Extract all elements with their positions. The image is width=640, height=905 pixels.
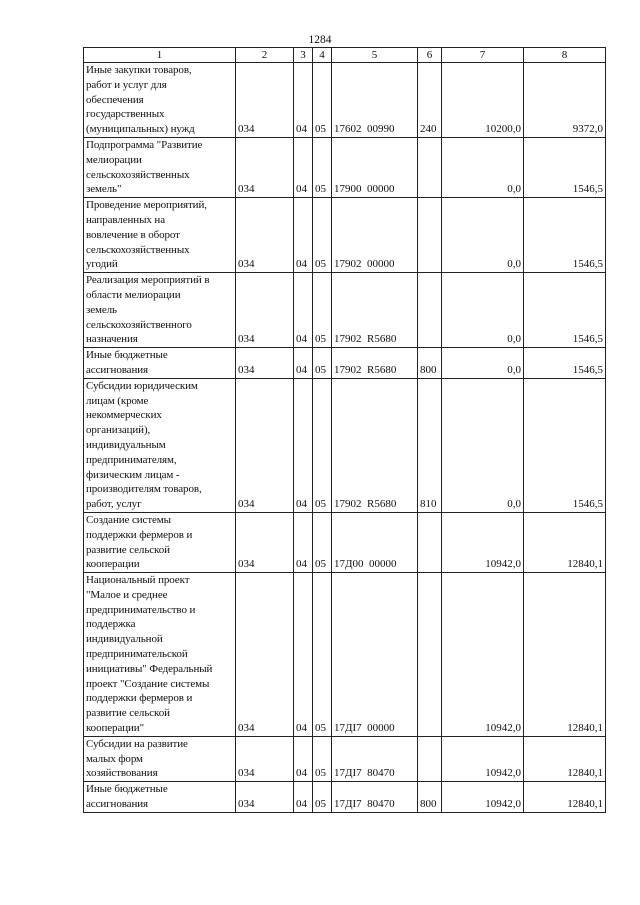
amount-col8: 12840,1 [524,782,606,813]
budget-table [83,47,606,813]
subsection-code: 05 [313,198,332,273]
section-code: 04 [294,137,313,197]
section-code: 04 [294,273,313,348]
amount-col8: 1546,5 [524,378,606,512]
subsection-code: 05 [313,512,332,572]
section-code: 04 [294,198,313,273]
expense-type-code [418,137,442,197]
ministry-code: 034 [236,273,294,348]
amount-col7: 0,0 [442,348,524,379]
item-name: Иные закупки товаров, работ и услуг для обеспечения государственных (муниципальных) нужд [84,63,236,138]
table-row [84,198,606,273]
target-article-code: 17900 00000 [332,137,418,197]
amount-col8: 1546,5 [524,137,606,197]
expense-type-code [418,198,442,273]
amount-col7: 10942,0 [442,736,524,781]
subsection-code: 05 [313,736,332,781]
item-name: Национальный проект "Малое и среднее предпринимательство и поддержка индивидуальной предпринимательской инициативы" Федеральный проект "Создание системы поддержки фермеров и развитие сельской кооперации" [84,573,236,737]
table-row [84,782,606,813]
expense-type-code: 240 [418,63,442,138]
subsection-code: 05 [313,137,332,197]
table-row [84,736,606,781]
subsection-code: 05 [313,378,332,512]
target-article-code: 17902 00000 [332,198,418,273]
page-number: 1284 [308,34,332,46]
target-article-code: 17902 R5680 [332,273,418,348]
section-code: 04 [294,512,313,572]
section-code: 04 [294,782,313,813]
item-name: Создание системы поддержки фермеров и развитие сельской кооперации [84,512,236,572]
column-header: 5 [332,48,418,63]
target-article-code: 17602 00990 [332,63,418,138]
item-name: Иные бюджетные ассигнования [84,348,236,379]
ministry-code: 034 [236,512,294,572]
table-row [84,378,606,512]
target-article-code: 17ДI7 00000 [332,573,418,737]
amount-col8: 12840,1 [524,736,606,781]
target-article-code: 17Д00 00000 [332,512,418,572]
table-row [84,348,606,379]
expense-type-code: 800 [418,782,442,813]
table-row [84,137,606,197]
subsection-code: 05 [313,348,332,379]
ministry-code: 034 [236,378,294,512]
ministry-code: 034 [236,198,294,273]
subsection-code: 05 [313,273,332,348]
item-name: Субсидии юридическим лицам (кроме некоммерческих организаций), индивидуальным предпринимателям, физическим лицам - производителям товаров, работ, услуг [84,378,236,512]
amount-col7: 10200,0 [442,63,524,138]
target-article-code: 17ДI7 80470 [332,782,418,813]
amount-col8: 12840,1 [524,512,606,572]
amount-col8: 1546,5 [524,198,606,273]
expense-type-code [418,273,442,348]
section-code: 04 [294,348,313,379]
item-name: Подпрограмма "Развитие мелиорации сельскохозяйственных земель" [84,137,236,197]
subsection-code: 05 [313,573,332,737]
column-header: 4 [313,48,332,63]
expense-type-code: 800 [418,348,442,379]
ministry-code: 034 [236,573,294,737]
section-code: 04 [294,736,313,781]
item-name: Проведение мероприятий, направленных на вовлечение в оборот сельскохозяйственных угодий [84,198,236,273]
section-code: 04 [294,63,313,138]
amount-col8: 1546,5 [524,273,606,348]
item-name: Иные бюджетные ассигнования [84,782,236,813]
table-row [84,573,606,737]
subsection-code: 05 [313,782,332,813]
amount-col7: 0,0 [442,198,524,273]
amount-col8: 12840,1 [524,573,606,737]
amount-col7: 0,0 [442,378,524,512]
target-article-code: 17902 R5680 [332,378,418,512]
item-name: Субсидии на развитие малых форм хозяйствования [84,736,236,781]
amount-col7: 10942,0 [442,512,524,572]
table-row [84,63,606,138]
expense-type-code [418,736,442,781]
ministry-code: 034 [236,63,294,138]
ministry-code: 034 [236,137,294,197]
amount-col7: 10942,0 [442,782,524,813]
ministry-code: 034 [236,348,294,379]
section-code: 04 [294,573,313,737]
expense-type-code: 810 [418,378,442,512]
ministry-code: 034 [236,736,294,781]
table-row [84,273,606,348]
column-header: 1 [84,48,236,63]
column-header: 2 [236,48,294,63]
expense-type-code [418,573,442,737]
table-header-row [84,48,606,63]
amount-col8: 1546,5 [524,348,606,379]
column-header: 7 [442,48,524,63]
amount-col7: 0,0 [442,273,524,348]
target-article-code: 17902 R5680 [332,348,418,379]
item-name: Реализация мероприятий в области мелиорации земель сельскохозяйственного назначения [84,273,236,348]
column-header: 8 [524,48,606,63]
amount-col7: 0,0 [442,137,524,197]
column-header: 3 [294,48,313,63]
expense-type-code [418,512,442,572]
amount-col7: 10942,0 [442,573,524,737]
section-code: 04 [294,378,313,512]
table-row [84,512,606,572]
subsection-code: 05 [313,63,332,138]
amount-col8: 9372,0 [524,63,606,138]
ministry-code: 034 [236,782,294,813]
target-article-code: 17ДI7 80470 [332,736,418,781]
column-header: 6 [418,48,442,63]
